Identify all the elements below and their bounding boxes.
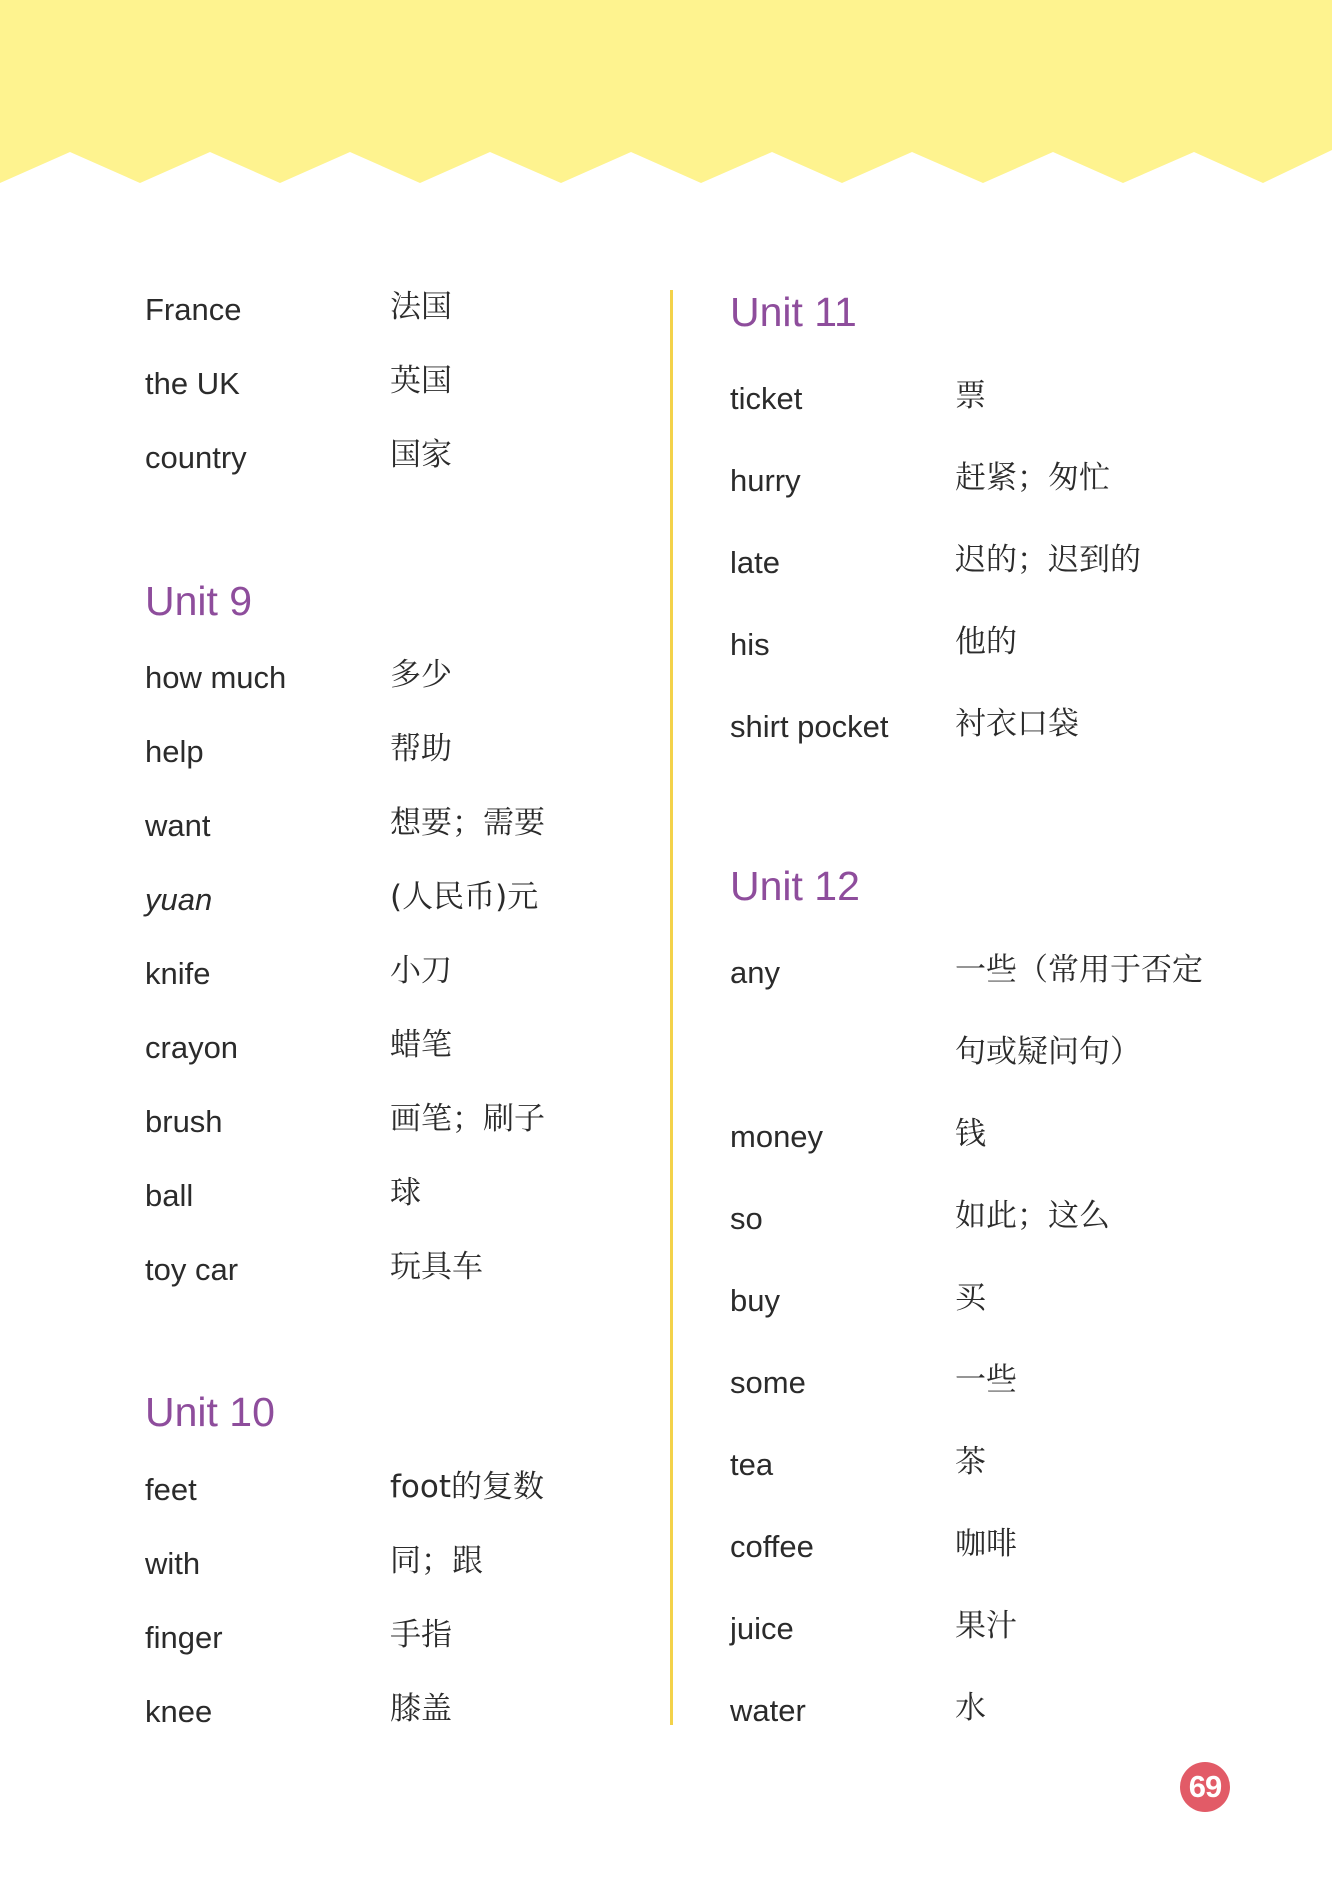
word-english: with <box>145 1546 201 1581</box>
word-english: want <box>145 808 211 843</box>
word-chinese: 一些 <box>955 1362 1017 1398</box>
word-english: water <box>730 1693 806 1728</box>
word-chinese: 同；跟 <box>390 1543 483 1579</box>
word-english: brush <box>145 1104 223 1139</box>
word-english: any <box>730 955 780 990</box>
word-english: hurry <box>730 463 801 498</box>
word-english: crayon <box>145 1030 239 1065</box>
word-english: his <box>730 627 770 662</box>
word-chinese: 钱 <box>955 1116 986 1152</box>
word-chinese: 法国 <box>390 289 452 325</box>
unit-11-title: Unit 11 <box>730 289 857 335</box>
word-chinese: 球 <box>390 1175 421 1211</box>
word-english: juice <box>730 1611 794 1646</box>
word-chinese: foot的复数 <box>390 1469 545 1505</box>
word-chinese: 画笔；刷子 <box>390 1101 545 1137</box>
word-chinese: 迟的；迟到的 <box>955 542 1141 578</box>
word-english: coffee <box>730 1529 814 1564</box>
word-chinese: 茶 <box>955 1444 986 1480</box>
word-english: ball <box>145 1178 194 1213</box>
word-english: finger <box>145 1620 223 1655</box>
word-english: some <box>730 1365 806 1400</box>
word-chinese: 手指 <box>390 1617 452 1653</box>
word-chinese: 想要；需要 <box>390 805 545 841</box>
word-chinese: 蜡笔 <box>390 1027 452 1063</box>
word-chinese: 衬衣口袋 <box>955 706 1079 742</box>
word-chinese: 小刀 <box>390 953 452 989</box>
word-chinese: 多少 <box>390 657 452 693</box>
word-chinese: 票 <box>955 378 986 414</box>
word-english: late <box>730 545 780 580</box>
word-chinese: 如此；这么 <box>955 1198 1110 1234</box>
unit-10-title: Unit 10 <box>145 1389 275 1435</box>
word-chinese: 买 <box>955 1280 986 1316</box>
page-number-badge: 69 <box>1180 1762 1230 1812</box>
word-english: money <box>730 1119 824 1154</box>
word-english: knee <box>145 1694 213 1729</box>
word-chinese: 果汁 <box>955 1608 1017 1644</box>
word-chinese: (人民币)元 <box>390 879 539 915</box>
header-zigzag-banner <box>0 0 1332 190</box>
word-chinese: 玩具车 <box>390 1249 483 1285</box>
word-english: help <box>145 734 204 769</box>
word-chinese: 他的 <box>955 624 1017 660</box>
word-chinese: 一些（常用于否定 <box>955 952 1203 988</box>
word-english: France <box>145 292 242 327</box>
word-chinese: 帮助 <box>390 731 452 767</box>
unit-9-title: Unit 9 <box>145 578 253 624</box>
word-chinese: 英国 <box>390 363 452 399</box>
word-english: shirt pocket <box>730 709 889 744</box>
word-english: country <box>145 440 247 475</box>
word-chinese-continued: 句或疑问句） <box>955 1034 1141 1070</box>
word-english: ticket <box>730 381 803 416</box>
word-chinese: 水 <box>955 1690 986 1726</box>
word-chinese: 赶紧；匆忙 <box>955 460 1110 496</box>
word-english: yuan <box>145 882 213 917</box>
word-chinese: 膝盖 <box>390 1691 452 1727</box>
word-chinese: 咖啡 <box>955 1526 1017 1562</box>
word-chinese: 国家 <box>390 437 452 473</box>
column-divider <box>670 290 673 1725</box>
word-english: how much <box>145 660 287 695</box>
word-english: buy <box>730 1283 780 1318</box>
word-english: the UK <box>145 366 240 401</box>
unit-12-title: Unit 12 <box>730 863 860 909</box>
word-english: tea <box>730 1447 774 1482</box>
word-english: knife <box>145 956 211 991</box>
word-english: feet <box>145 1472 197 1507</box>
word-english: so <box>730 1201 763 1236</box>
word-english: toy car <box>145 1252 239 1287</box>
